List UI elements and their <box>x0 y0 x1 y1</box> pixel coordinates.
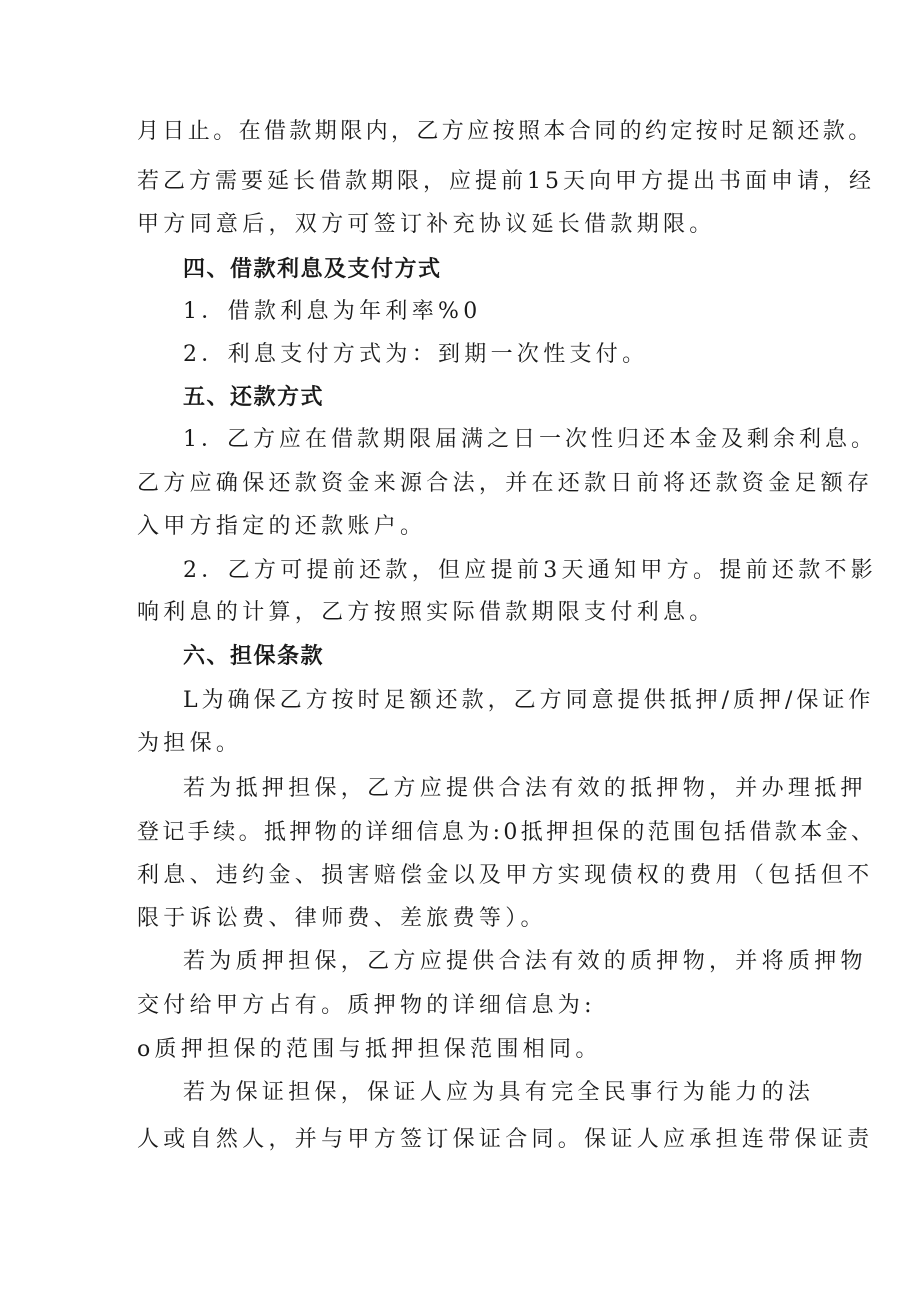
paragraph-line: 响利息的计算，乙方按照实际借款期限支付利息。 <box>137 600 716 625</box>
list-item: 1．乙方应在借款期限届满之日一次性归还本金及剩余利息。 <box>183 427 877 452</box>
list-item: 1．借款利息为年利率%0 <box>183 299 482 324</box>
paragraph-line: 甲方同意后，双方可签订补充协议延长借款期限。 <box>137 212 716 237</box>
paragraph-line: 月日止。在借款期限内，乙方应按照本合同的约定按时足额还款。 <box>137 119 874 144</box>
section-heading-interest: 四、借款利息及支付方式 <box>183 257 442 282</box>
list-item: 2．利息支付方式为：到期一次性支付。 <box>183 342 649 367</box>
section-heading-guarantee: 六、担保条款 <box>183 644 325 669</box>
paragraph-line: 若为抵押担保，乙方应提供合法有效的抵押物，并办理抵押 <box>183 776 867 801</box>
paragraph-line: 人或自然人，并与甲方签订保证合同。保证人应承担连带保证责 <box>137 1127 874 1152</box>
paragraph-line: 限于诉讼费、律师费、差旅费等）。 <box>137 906 547 931</box>
paragraph-line: 乙方应确保还款资金来源合法，并在还款日前将还款资金足额存 <box>137 471 874 496</box>
paragraph-line: o质押担保的范围与抵押担保范围相同。 <box>137 1037 602 1062</box>
paragraph-line: 交付给甲方占有。质押物的详细信息为: <box>137 993 596 1018</box>
section-heading-repayment: 五、还款方式 <box>183 385 325 410</box>
list-item: L为确保乙方按时足额还款，乙方同意提供抵押/质押/保证作 <box>183 688 875 713</box>
paragraph-line: 入甲方指定的还款账户。 <box>137 514 427 539</box>
paragraph-line: 为担保。 <box>137 731 243 756</box>
paragraph-line: 若为保证担保，保证人应为具有完全民事行为能力的法 <box>183 1080 815 1105</box>
paragraph-line: 利息、违约金、损害赔偿金以及甲方实现债权的费用（包括但不 <box>137 863 874 888</box>
paragraph-line: 登记手续。抵押物的详细信息为:0抵押担保的范围包括借款本金、 <box>137 820 877 845</box>
list-item: 2．乙方可提前还款，但应提前3天通知甲方。提前还款不影 <box>183 558 878 583</box>
paragraph-line: 若为质押担保，乙方应提供合法有效的质押物，并将质押物 <box>183 949 867 974</box>
paragraph-line: 若乙方需要延长借款期限，应提前15天向甲方提出书面申请，经 <box>137 169 875 194</box>
